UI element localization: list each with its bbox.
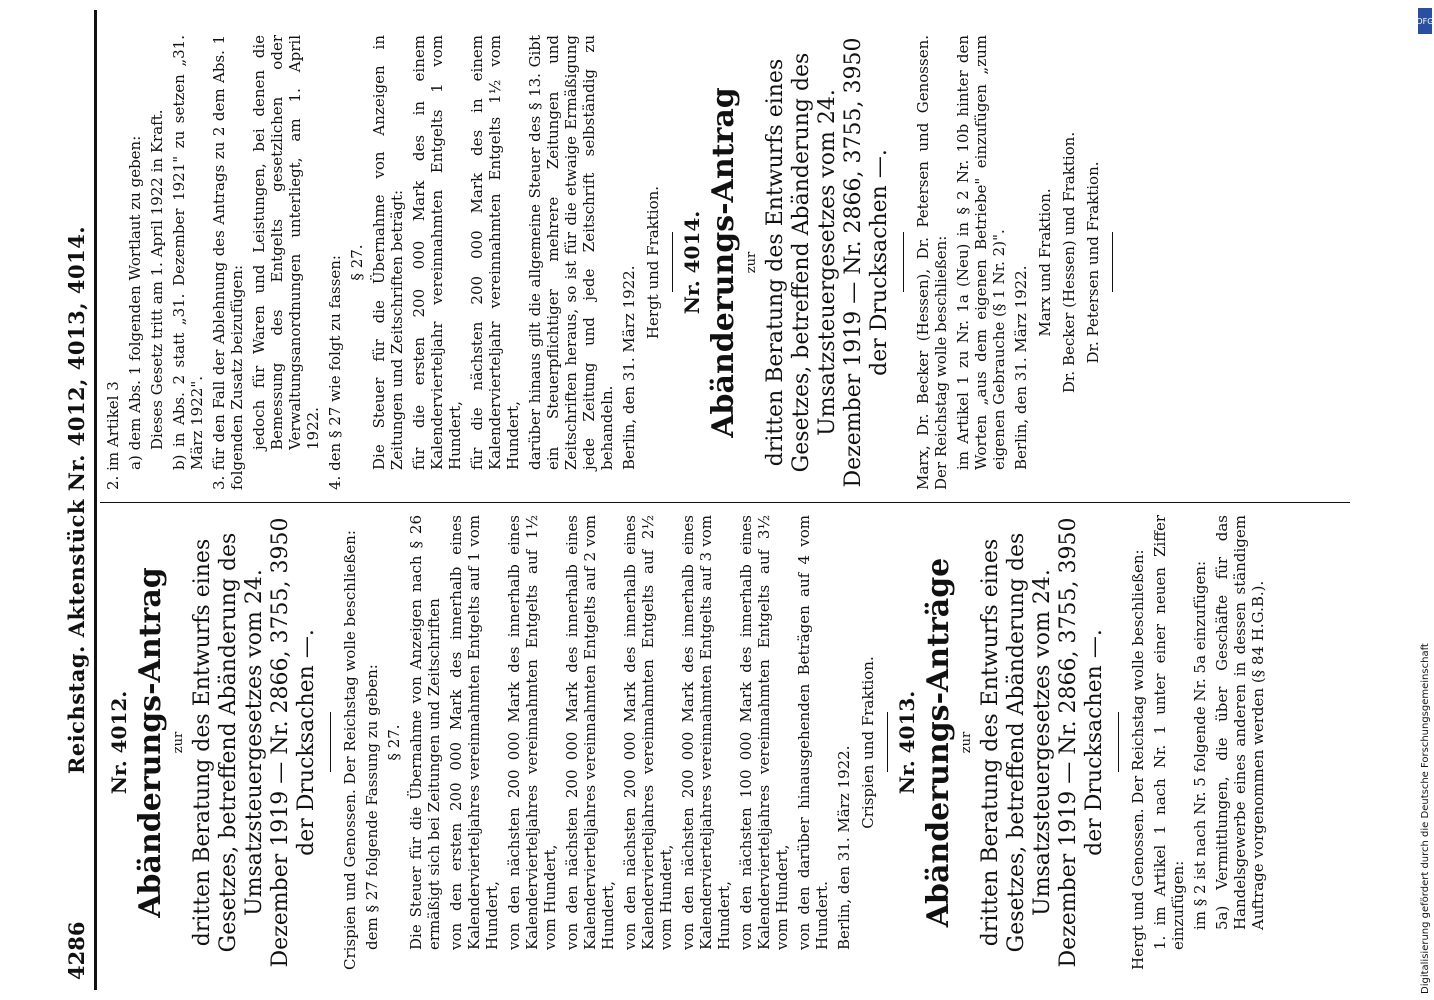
item-4-head: § 27. — [348, 244, 366, 281]
rate-item: von den nächsten 200 000 Mark des innerhalb eines Kalendervierteljahres vereinnahmten Entgelts auf 2½ vom Hundert, — [621, 515, 675, 950]
para-text-4012: Die Steuer für die Übernahme von Anzeigen nach § 26 ermäßigt sich bei Zeitungen und Zeitschriften — [407, 515, 443, 950]
item-4: 4. den § 27 wie folgt zu fassen: — [326, 255, 344, 490]
rate-item: von den nächsten 200 000 Mark des innerhalb eines Kalendervierteljahres vereinnahmten Entgelts auf 3 vom Hundert, — [679, 515, 733, 950]
running-title: Reichstag. Aktenstück Nr. 4012, 4013, 4014. — [64, 225, 89, 775]
rate-item: von den nächsten 100 000 Mark des innerhalb eines Kalendervierteljahres vereinnahmten Entgelts auf 3½ vom Hundert, — [737, 515, 791, 950]
item-2a-text: Dieses Gesetz tritt am 1. April 1922 in Kraft. — [148, 109, 166, 450]
rate-item: von den darüber hinausgehenden Beträgen auf 4 vom Hundert. — [795, 515, 831, 950]
doc-number-4012: Nr. 4012. — [107, 690, 131, 795]
zur-4012: zur — [171, 731, 186, 754]
subject-4014: dritten Beratung des Entwurfs eines Gesetzes, betreffend Abänderung des Umsatzsteuergesetzes vom 24. Dezember 1919 — Nr. 2866, 3755, 3950 der Drucksachen —. — [763, 37, 892, 488]
item-3: 3. für den Fall der Ablehnung des Antrags zu 2 dem Abs. 1 folgenden Zusatz beizufügen: — [210, 35, 246, 490]
item-1a: im § 2 ist nach Nr. 5 folgende Nr. 5a einzufügen: — [1191, 560, 1209, 930]
right-column — [100, 35, 1123, 490]
rate-item: für die nächsten 200 000 Mark des in einem Kalendervierteljahr vereinnahmten Entgelts 1½ vom Hundert, — [468, 35, 522, 470]
rate-item: darüber hinaus gilt die allgemeine Steuer des § 13. Gibt ein Steuerpflichtiger mehrere Zeitungen und Zeitschriften heraus, so ist für die etwaige Ermäßigung jede Zeitung und jede Zeitschrift selbständig zu behandeln. — [526, 35, 616, 470]
doc-number-4013: Nr. 4013. — [895, 690, 919, 795]
title-4013: Abänderungs-Anträge — [921, 557, 956, 928]
motion-intro-4012: Crispien und Genossen. Der Reichstag wolle beschließen: — [341, 530, 359, 970]
rule — [672, 233, 673, 293]
date-4014: Berlin, den 31. März 1922. — [1012, 265, 1030, 470]
rate-item: von den nächsten 200 000 Mark des innerhalb eines Kalendervierteljahres vereinnahmten Entgelts auf 2 vom Hundert, — [563, 515, 617, 950]
signature-4014: Marx und Fraktion. — [1036, 188, 1054, 337]
rule — [1118, 713, 1119, 773]
subject-4013: dritten Beratung des Entwurfs eines Gesetzes, betreffend Abänderung des Umsatzsteuergesetzes vom 24. Dezember 1919 — Nr. 2866, 3755, 3950 der Drucksachen —. — [978, 517, 1107, 968]
item-4-text: Die Steuer für die Übernahme von Anzeigen in Zeitungen und Zeitschriften beträgt: — [370, 35, 406, 470]
page-number: 4286 — [64, 921, 89, 980]
page-header — [60, 10, 97, 990]
rate-item: für die ersten 200 000 Mark des in einem Kalendervierteljahr vereinnahmten Entgelts 1 vom Hundert, — [410, 35, 464, 470]
motion-intro-4014: Marx, Dr. Becker (Hessen), Dr. Petersen und Genossen. Der Reichstag wolle beschließen: — [914, 35, 950, 490]
item-1b: 5a) Vermittlungen, die über Geschäfte für das Handelsgewerbe eines anderen in dessen ständigem Auftrage vorgenommen werden (§ 84 H.G.B.). — [1213, 515, 1267, 930]
column-divider — [100, 502, 1350, 503]
date-4013: Berlin, den 31. März 1922. — [620, 265, 638, 470]
left-column — [100, 515, 1271, 970]
title-4014: Abänderungs-Antrag — [706, 87, 741, 438]
digitization-credit — [1418, 6, 1434, 994]
rotated-page — [60, 10, 1360, 990]
rule — [330, 713, 331, 773]
item-2b: b) in Abs. 2 statt „31. Dezember 1921" zu setzen „31. März 1922". — [170, 35, 206, 470]
motion-line-4012: dem § 27 folgende Fassung zu geben: — [363, 664, 381, 950]
item-2: 2. im Artikel 3 — [104, 381, 122, 490]
rule — [887, 713, 888, 773]
item-2a: a) dem Abs. 1 folgenden Wortlaut zu geben: — [126, 135, 144, 470]
dfg-logo: DFG — [1418, 8, 1432, 34]
zur-4013: zur — [959, 731, 974, 754]
item-1: 1. im Artikel 1 nach Nr. 1 unter einer neuen Ziffer einzufügen: — [1151, 515, 1187, 950]
motion-intro-4013: Hergt und Genossen. Der Reichstag wolle beschließen: — [1129, 549, 1147, 970]
rate-item: von den nächsten 200 000 Mark des innerhalb eines Kalendervierteljahres vereinnahmten Entgelts auf 1½ vom Hundert, — [505, 515, 559, 950]
signature-4014: Dr. Becker (Hessen) und Fraktion. — [1060, 131, 1078, 394]
doc-number-4014: Nr. 4014. — [680, 210, 704, 315]
subject-4012: dritten Beratung des Entwurfs eines Gesetzes, betreffend Abänderung des Umsatzsteuergesetzes vom 24. Dezember 1919 — Nr. 2866, 3755, 3950 der Drucksachen —. — [190, 517, 319, 968]
para-head-4012: § 27. — [385, 724, 403, 761]
text-4014: im Artikel 1 zu Nr. 1a (Neu) in § 2 Nr. 10b hinter den Worten „aus dem eigenen Betriebe" einzufügen „zum eigenen Gebrauche (§ 1 Nr. 2)". — [954, 35, 1008, 470]
digitization-credit-text: Digitalisierung gefördert durch die Deutsche Forschungsgemeinschaft — [1420, 643, 1431, 994]
rule — [1112, 233, 1113, 293]
zur-4014: zur — [744, 251, 759, 274]
rule — [903, 233, 904, 293]
title-4012: Abänderungs-Antrag — [133, 567, 168, 918]
signature-4013: Hergt und Fraktion. — [644, 185, 662, 340]
rate-item: von den ersten 200 000 Mark des innerhalb eines Kalendervierteljahres vereinnahmten Entgelts auf 1 vom Hundert, — [447, 515, 501, 950]
signature-4014: Dr. Petersen und Fraktion. — [1084, 161, 1102, 364]
item-3-text: jedoch für Waren und Leistungen, bei denen die Bemessung des Entgelts gesetzlichen oder Verwaltungsanordnungen unterliegt, am 1. April 1922. — [250, 35, 322, 450]
signature-4012: Crispien und Fraktion. — [859, 656, 877, 829]
date-4012: Berlin, den 31. März 1922. — [835, 745, 853, 950]
